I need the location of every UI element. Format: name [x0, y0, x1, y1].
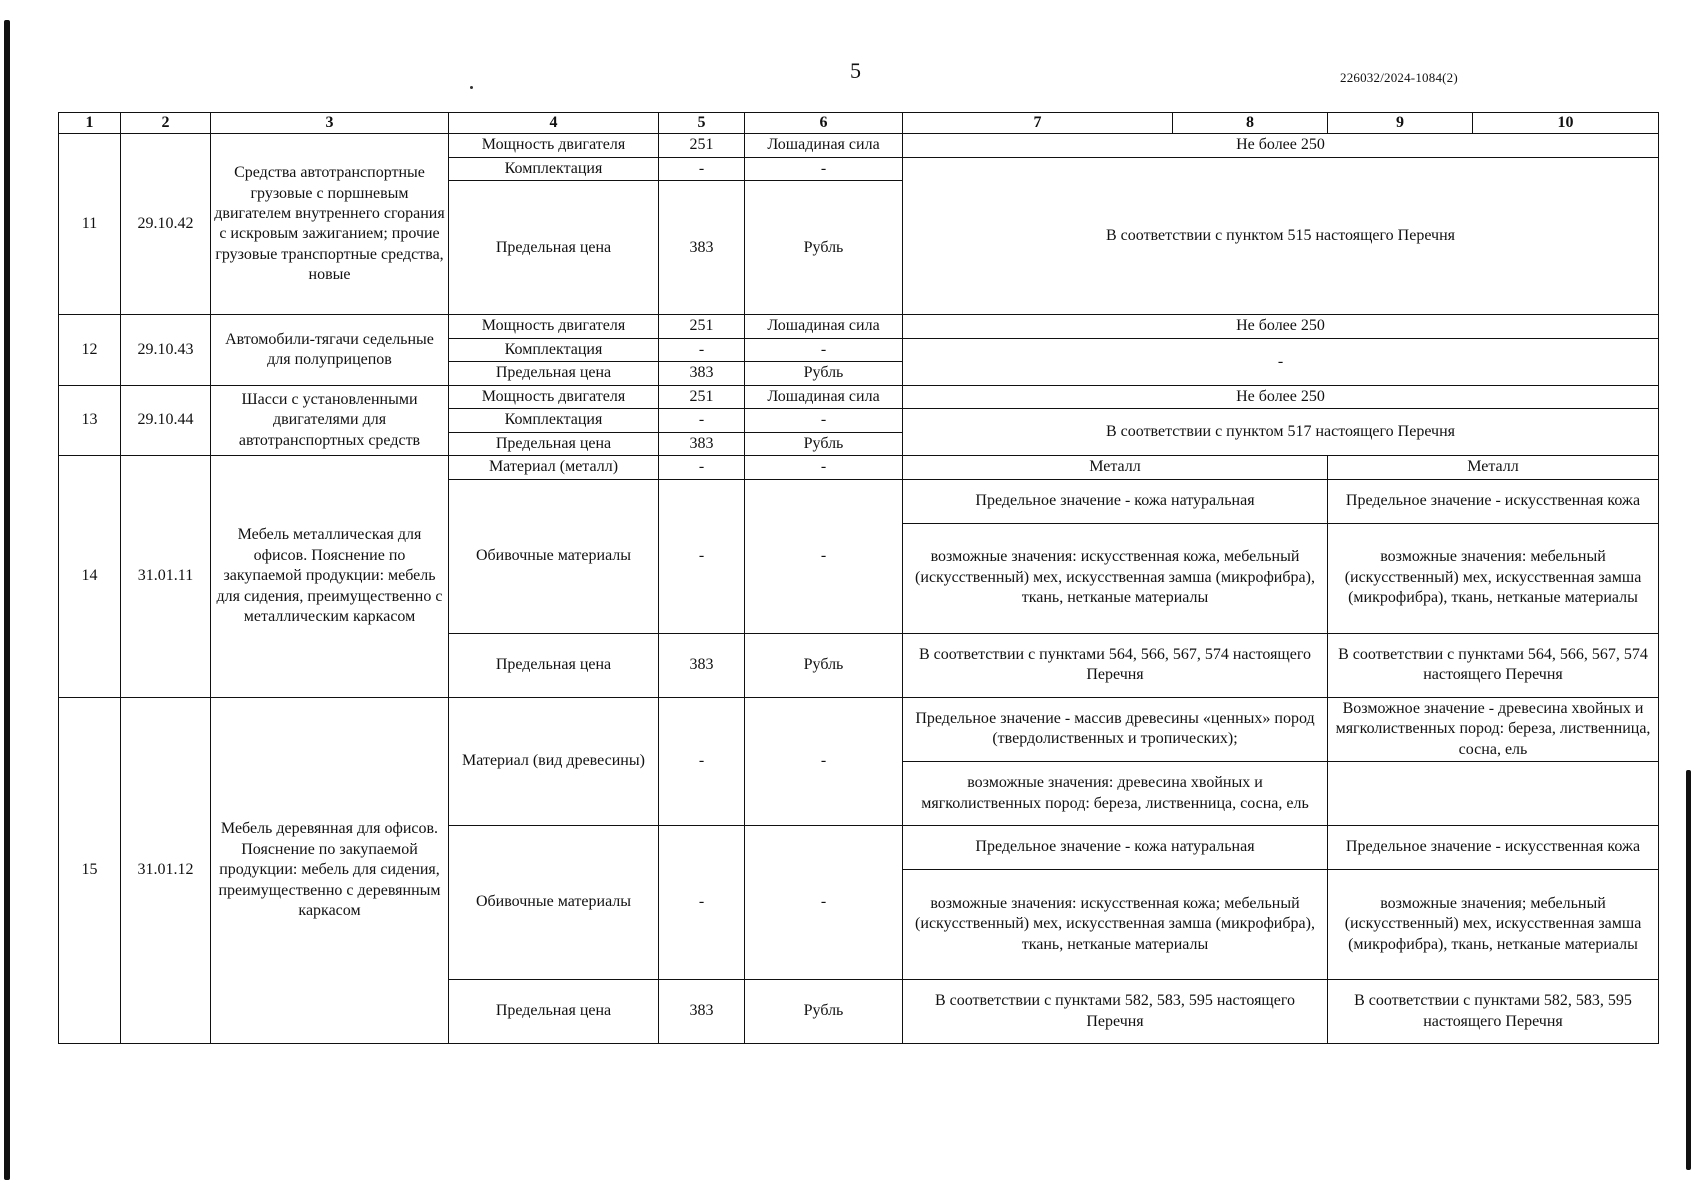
unit-name: Лошадиная сила — [745, 315, 903, 338]
value-cell-allowed: В соответствии с пунктами 564, 566, 567, 574 настоящего Перечня — [1328, 633, 1659, 697]
table-row — [59, 134, 1659, 157]
characteristic-label: Предельная цена — [449, 181, 659, 315]
unit-name: - — [745, 157, 903, 180]
table-row — [59, 385, 1659, 408]
characteristic-label: Материал (вид древесины) — [449, 697, 659, 825]
characteristic-label: Комплектация — [449, 338, 659, 361]
characteristic-label: Обивочные материалы — [449, 826, 659, 980]
unit-name: - — [745, 456, 903, 479]
value-cell-allowed: возможные значения; мебельный (искусственный) мех, искусственная замша (микрофибра), ткань, нетканые материалы — [1328, 870, 1659, 980]
header-cell: 7 — [903, 113, 1173, 134]
unit-name: Рубль — [745, 432, 903, 455]
okei-code: - — [659, 157, 745, 180]
header-cell: 3 — [211, 113, 449, 134]
okei-code: - — [659, 826, 745, 980]
value-cell-limit: возможные значения: искусственная кожа; мебельный (искусственный) мех, искусственная замша (микрофибра), ткань, нетканые материалы — [903, 870, 1328, 980]
characteristic-label: Мощность двигателя — [449, 385, 659, 408]
okei-code: - — [659, 479, 745, 633]
value-cell-limit: возможные значения: искусственная кожа, мебельный (искусственный) мех, искусственная замша (микрофибра), ткань, нетканые материалы — [903, 523, 1328, 633]
okei-code: 383 — [659, 633, 745, 697]
header-cell: 1 — [59, 113, 121, 134]
okpd-code: 31.01.12 — [121, 697, 211, 1043]
value-cell-allowed: возможные значения: мебельный (искусственный) мех, искусственная замша (микрофибра), ткань, нетканые материалы — [1328, 523, 1659, 633]
requirements-table — [58, 112, 1659, 1044]
value-cell-limit: Предельное значение - массив древесины «ценных» пород (твердолиственных и тропических); — [903, 697, 1328, 761]
characteristic-label: Мощность двигателя — [449, 134, 659, 157]
value-cell-limit: В соответствии с пунктами 582, 583, 595 настоящего Перечня — [903, 980, 1328, 1044]
header-cell: 4 — [449, 113, 659, 134]
page-number: 5 — [850, 58, 861, 83]
product-name: Средства автотранспортные грузовые с поршневым двигателем внутреннего сгорания с искровым зажиганием; прочие грузовые транспортные средства, новые — [211, 134, 449, 315]
okei-code: - — [659, 409, 745, 432]
unit-name: Рубль — [745, 181, 903, 315]
value-cell: Не более 250 — [903, 385, 1659, 408]
unit-name: Лошадиная сила — [745, 134, 903, 157]
value-cell: В соответствии с пунктом 517 настоящего Перечня — [903, 409, 1659, 456]
row-number: 14 — [59, 456, 121, 697]
characteristic-label: Материал (металл) — [449, 456, 659, 479]
unit-name: Рубль — [745, 362, 903, 385]
row-number: 13 — [59, 385, 121, 455]
value-cell-allowed: Предельное значение - искусственная кожа — [1328, 826, 1659, 870]
okei-code: - — [659, 456, 745, 479]
scan-speck — [470, 86, 473, 89]
okpd-code: 29.10.43 — [121, 315, 211, 385]
value-cell-limit: В соответствии с пунктами 564, 566, 567, 574 настоящего Перечня — [903, 633, 1328, 697]
header-cell: 9 — [1328, 113, 1473, 134]
characteristic-label: Предельная цена — [449, 633, 659, 697]
unit-name: Рубль — [745, 980, 903, 1044]
value-cell-allowed: Возможное значение - древесина хвойных и мягколиственных пород: береза, лиственница, сосна, ель — [1328, 697, 1659, 761]
table-row — [59, 697, 1659, 761]
okpd-code: 29.10.44 — [121, 385, 211, 455]
okei-code: - — [659, 338, 745, 361]
header-cell: 10 — [1473, 113, 1659, 134]
table-row — [59, 456, 1659, 479]
characteristic-label: Предельная цена — [449, 362, 659, 385]
characteristic-label: Предельная цена — [449, 432, 659, 455]
product-name: Шасси с установленными двигателями для автотранспортных средств — [211, 385, 449, 455]
row-number: 12 — [59, 315, 121, 385]
scan-edge-right — [1686, 770, 1691, 1170]
product-name: Автомобили-тягачи седельные для полуприцепов — [211, 315, 449, 385]
value-cell: Не более 250 — [903, 315, 1659, 338]
table-header-row — [59, 113, 1659, 134]
characteristic-label: Обивочные материалы — [449, 479, 659, 633]
unit-name: - — [745, 338, 903, 361]
value-cell-limit: Предельное значение - кожа натуральная — [903, 479, 1328, 523]
header-cell: 2 — [121, 113, 211, 134]
header-cell: 8 — [1173, 113, 1328, 134]
characteristic-label: Предельная цена — [449, 980, 659, 1044]
okpd-code: 29.10.42 — [121, 134, 211, 315]
okei-code: 383 — [659, 980, 745, 1044]
value-cell-allowed: В соответствии с пунктами 582, 583, 595 настоящего Перечня — [1328, 980, 1659, 1044]
okei-code: 251 — [659, 315, 745, 338]
characteristic-label: Мощность двигателя — [449, 315, 659, 338]
scan-edge-left — [4, 20, 10, 1180]
product-name: Мебель металлическая для офисов. Пояснение по закупаемой продукции: мебель для сидения, преимущественно с металлическим каркасом — [211, 456, 449, 697]
document-reference: 226032/2024-1084(2) — [1340, 70, 1458, 85]
value-cell-limit: Предельное значение - кожа натуральная — [903, 826, 1328, 870]
okei-code: 251 — [659, 385, 745, 408]
header-cell: 5 — [659, 113, 745, 134]
product-name: Мебель деревянная для офисов. Пояснение по закупаемой продукции: мебель для сидения, преимущественно с деревянным каркасом — [211, 697, 449, 1043]
value-cell-allowed: Предельное значение - искусственная кожа — [1328, 479, 1659, 523]
okei-code: - — [659, 697, 745, 825]
row-number: 15 — [59, 697, 121, 1043]
table-row — [59, 315, 1659, 338]
okpd-code: 31.01.11 — [121, 456, 211, 697]
okei-code: 383 — [659, 432, 745, 455]
unit-name: - — [745, 697, 903, 825]
okei-code: 383 — [659, 181, 745, 315]
unit-name: Лошадиная сила — [745, 385, 903, 408]
unit-name: - — [745, 409, 903, 432]
characteristic-label: Комплектация — [449, 157, 659, 180]
value-cell-allowed: Металл — [1328, 456, 1659, 479]
value-cell: - — [903, 338, 1659, 385]
unit-name: - — [745, 479, 903, 633]
unit-name: - — [745, 826, 903, 980]
characteristic-label: Комплектация — [449, 409, 659, 432]
value-cell-limit: возможные значения: древесина хвойных и мягколиственных пород: береза, лиственница, сосна, ель — [903, 762, 1328, 826]
row-number: 11 — [59, 134, 121, 315]
header-cell: 6 — [745, 113, 903, 134]
value-cell: Не более 250 — [903, 134, 1659, 157]
okei-code: 251 — [659, 134, 745, 157]
value-cell-empty — [1328, 762, 1659, 826]
okei-code: 383 — [659, 362, 745, 385]
unit-name: Рубль — [745, 633, 903, 697]
value-cell: В соответствии с пунктом 515 настоящего Перечня — [903, 157, 1659, 314]
value-cell-limit: Металл — [903, 456, 1328, 479]
